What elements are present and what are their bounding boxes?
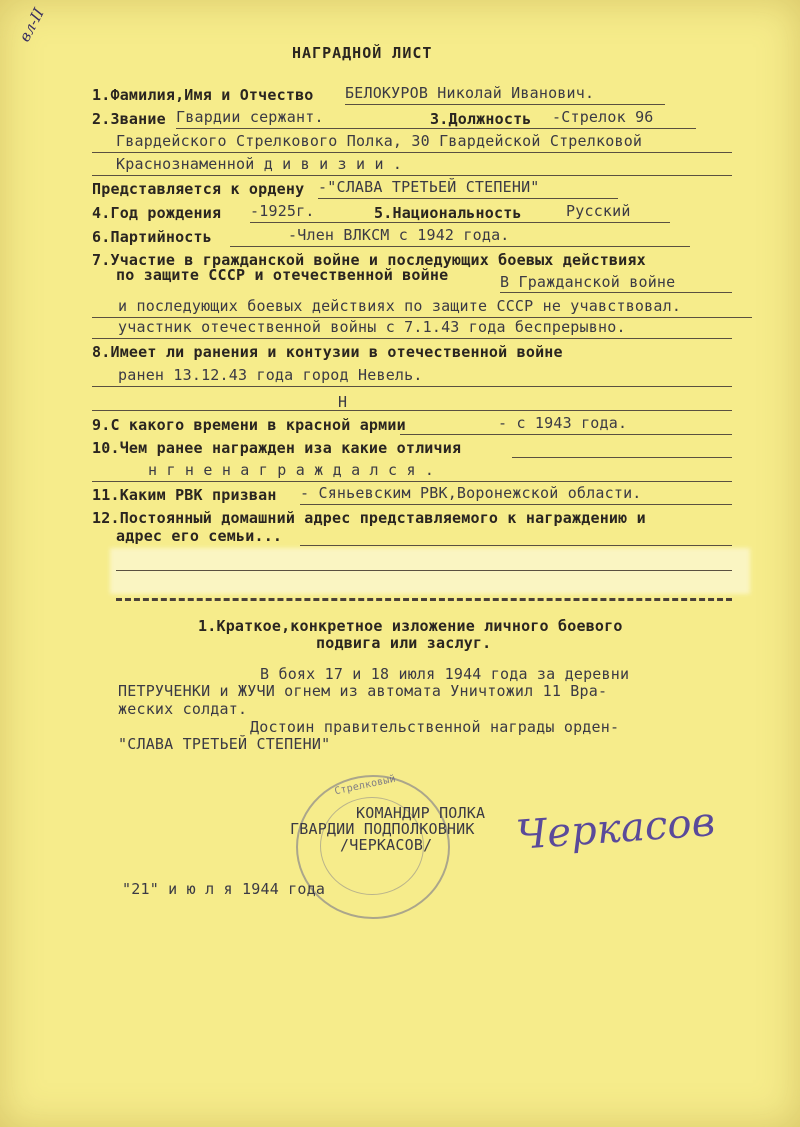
field-1-value: БЕЛОКУРОВ Николай Иванович. bbox=[345, 84, 595, 102]
field-10-value: н г н е н а г р а ж д а л с я . bbox=[148, 461, 435, 479]
field-8-value: ранен 13.12.43 года город Невель. bbox=[118, 366, 423, 384]
field-10-label: 10.Чем ранее награжден иза какие отличия bbox=[92, 439, 462, 457]
field-11-underline bbox=[300, 504, 732, 505]
field-10-underline-1 bbox=[512, 457, 732, 458]
order-label: Представляется к ордену bbox=[92, 180, 305, 198]
section-text-1: В боях 17 и 18 июля 1944 года за деревни bbox=[260, 665, 630, 683]
signature-rank-1: КОМАНДИР ПОЛКА bbox=[356, 804, 486, 822]
redacted-address-area bbox=[110, 548, 750, 594]
field-9-label: 9.С какого времени в красной армии bbox=[92, 416, 406, 434]
field-6-label: 6.Партийность bbox=[92, 228, 212, 246]
handwritten-signature: Черкасов bbox=[514, 799, 717, 859]
field-7-value-2: и последующих боевых действиях по защите СССР не учавствовал. bbox=[118, 297, 682, 315]
field-11-value: - Сяньевским РВК,Воронежской области. bbox=[300, 484, 642, 502]
field-7-label-1: 7.Участие в гражданской войне и последующих боевых действиях bbox=[92, 251, 646, 269]
document-date: "21" и ю л я 1944 года bbox=[122, 880, 326, 898]
section-text-4: Достоин правительственной награды орден- bbox=[250, 718, 620, 736]
field-12-underline-2 bbox=[116, 570, 732, 571]
order-value: -"СЛАВА ТРЕТЬЕЙ СТЕПЕНИ" bbox=[318, 178, 540, 196]
field-3-continuation-1: Гвардейского Стрелкового Полка, 30 Гвардейской Стрелковой bbox=[116, 132, 643, 150]
field-6-value: -Член ВЛКСМ с 1942 года. bbox=[288, 226, 510, 244]
section-text-2: ПЕТРУЧЕНКИ и ЖУЧИ огнем из автомата Уничтожил 11 Вра- bbox=[118, 682, 608, 700]
corner-handwritten-note: вл-II bbox=[15, 5, 48, 45]
field-3-label: 3.Должность bbox=[430, 110, 532, 128]
field-3-underline-2 bbox=[92, 175, 732, 176]
section-text-5: "СЛАВА ТРЕТЬЕЙ СТЕПЕНИ" bbox=[118, 735, 331, 753]
field-2-underline bbox=[176, 128, 696, 129]
field-2-value: Гвардии сержант. bbox=[176, 108, 324, 126]
field-7-value-3: участник отечественной войны с 7.1.43 года беспрерывно. bbox=[118, 318, 626, 336]
field-9-value: - с 1943 года. bbox=[498, 414, 628, 432]
field-5-value: Русский bbox=[566, 202, 631, 220]
order-underline bbox=[318, 198, 618, 199]
section-heading-2: подвига или заслуг. bbox=[316, 634, 492, 652]
signature-name: /ЧЕРКАСОВ/ bbox=[340, 836, 433, 854]
signature-rank-2: ГВАРДИИ ПОДПОЛКОВНИК bbox=[290, 820, 475, 838]
field-2-label: 2.Звание bbox=[92, 110, 166, 128]
section-separator bbox=[116, 598, 732, 601]
field-8-mark: Н bbox=[338, 393, 348, 411]
field-1-underline bbox=[345, 104, 665, 105]
field-3-value: -Стрелок 96 bbox=[552, 108, 654, 126]
field-7-underline-3 bbox=[92, 338, 732, 339]
stamp-text: Стрелковый bbox=[333, 773, 397, 798]
field-3-continuation-2: Краснознаменной д и в и з и и . bbox=[116, 155, 403, 173]
field-4-label: 4.Год рождения bbox=[92, 204, 222, 222]
field-10-underline-2 bbox=[92, 481, 732, 482]
section-text-3: жеских солдат. bbox=[118, 700, 248, 718]
field-6-underline bbox=[230, 246, 690, 247]
field-7-underline-1 bbox=[500, 292, 732, 293]
field-8-underline-2 bbox=[92, 410, 732, 411]
field-9-underline bbox=[400, 434, 732, 435]
field-8-label: 8.Имеет ли ранения и контузии в отечественной войне bbox=[92, 343, 563, 361]
field-8-underline-1 bbox=[92, 386, 732, 387]
field-5-label: 5.Национальность bbox=[374, 204, 522, 222]
field-7-label-2: по защите СССР и отечественной войне bbox=[116, 266, 449, 284]
field-12-label-1: 12.Постоянный домашний адрес представляемого к награждению и bbox=[92, 509, 646, 527]
field-12-label-2: адрес его семьи... bbox=[116, 527, 283, 545]
section-heading-1: 1.Краткое,конкретное изложение личного боевого bbox=[198, 617, 623, 635]
field-3-underline-1 bbox=[92, 152, 732, 153]
field-12-underline-1 bbox=[300, 545, 732, 546]
page-title: НАГРАДНОЙ ЛИСТ bbox=[292, 44, 433, 62]
field-4-value: -1925г. bbox=[250, 202, 315, 220]
field-4-underline bbox=[250, 222, 670, 223]
field-1-label: 1.Фамилия,Имя и Отчество bbox=[92, 86, 314, 104]
field-11-label: 11.Каким РВК призван bbox=[92, 486, 277, 504]
field-7-value-1: В Гражданской войне bbox=[500, 273, 676, 291]
